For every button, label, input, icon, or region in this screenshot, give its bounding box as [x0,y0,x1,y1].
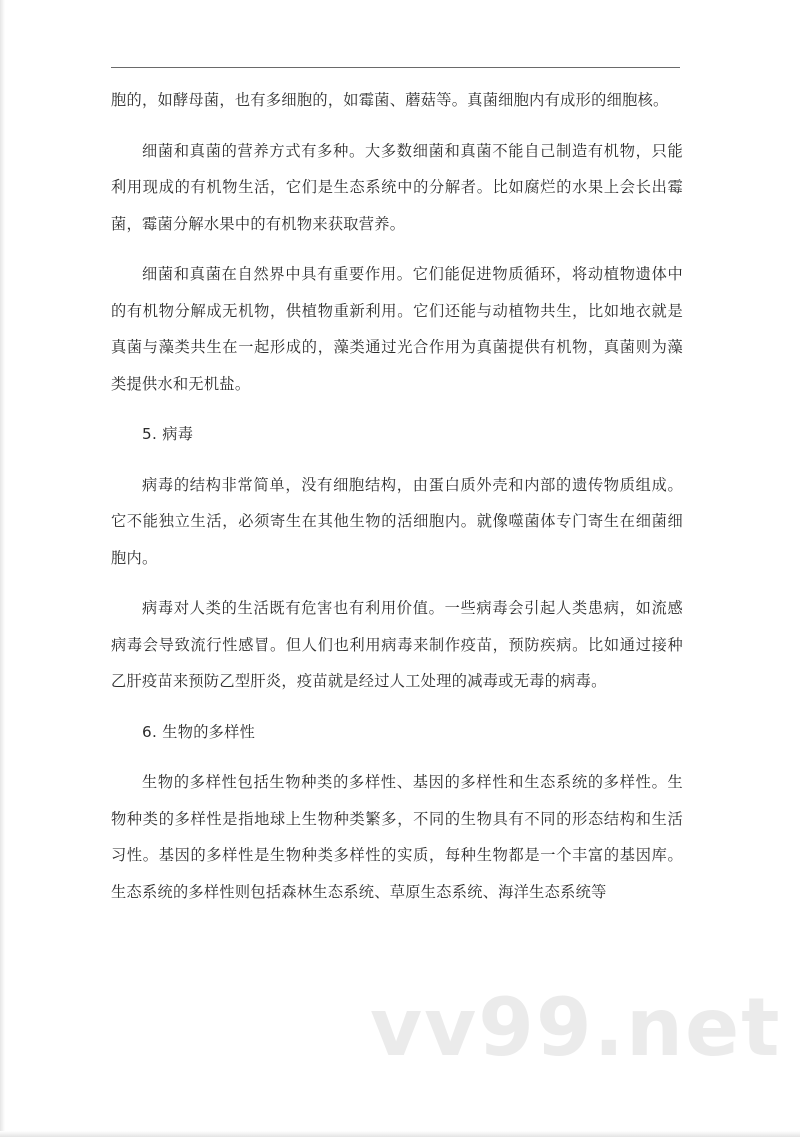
page-bottom-edge [0,1131,800,1137]
header-rule [111,67,680,68]
paragraph-ecological-role: 细菌和真菌在自然界中具有重要作用。它们能促进物质循环，将动植物遗体中的有机物分解成无机物，供植物重新利用。它们还能与动植物共生，比如地衣就是真菌与藻类共生在一起形成的，藻类通过光合作用为真菌提供有机物，真菌则为藻类提供水和无机盐。 [111,265,683,393]
paragraph-virus-value: 病毒对人类的生活既有危害也有利用价值。一些病毒会引起人类患病，如流感病毒会导致流行性感冒。但人们也利用病毒来制作疫苗，预防疾病。比如通过接种乙肝疫苗来预防乙型肝炎，疫苗就是经过人工处理的减毒或无毒的病毒。 [111,599,683,690]
page-edge [0,0,5,1137]
paragraph-biodiversity: 生物的多样性包括生物种类的多样性、基因的多样性和生态系统的多样性。生物种类的多样性是指地球上生物种类繁多，不同的生物具有不同的形态结构和生活习性。基因的多样性是生物种类多样性的实质，每种生物都是一个丰富的基因库。生态系统的多样性则包括森林生态系统、草原生态系统、海洋生态系统等 [111,773,683,901]
document-body [111,82,683,910]
section-heading-virus: 5. 病毒 [142,425,194,443]
paragraph-virus-structure: 病毒的结构非常简单，没有细胞结构，由蛋白质外壳和内部的遗传物质组成。它不能独立生活，必须寄生在其他生物的活细胞内。就像噬菌体专门寄生在细菌细胞内。 [111,475,683,567]
paragraph-nutrition: 细菌和真菌的营养方式有多种。大多数细菌和真菌不能自己制造有机物，只能利用现成的有机物生活，它们是生态系统中的分解者。比如腐烂的水果上会长出霉菌，霉菌分解水果中的有机物来获取营养。 [111,141,683,233]
section-heading-biodiversity: 6. 生物的多样性 [142,722,256,741]
paragraph-fungi-cells: 胞的，如酵母菌，也有多细胞的，如霉菌、蘑菇等。真菌细胞内有成形的细胞核。 [111,91,669,109]
watermark: vv99.net [370,981,782,1074]
